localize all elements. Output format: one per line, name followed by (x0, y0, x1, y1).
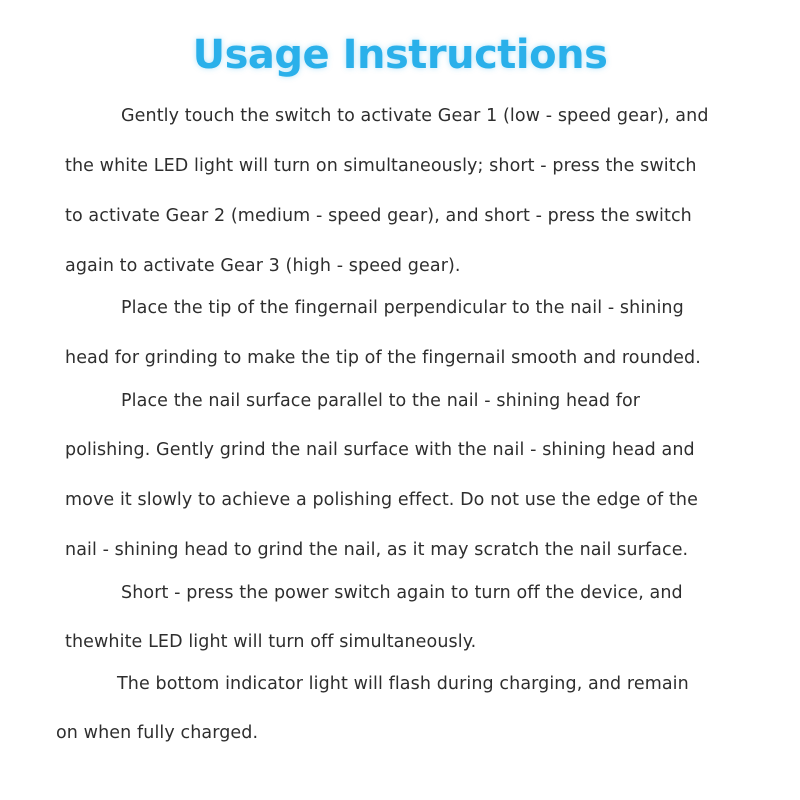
paragraph-2-line-2: head for grinding to make the tip of the fingernail smooth and rounded. (65, 348, 701, 368)
paragraph-1-line-3: to activate Gear 2 (medium - speed gear), and short - press the switch (65, 206, 692, 226)
paragraph-3-line-1: Place the nail surface parallel to the nail - shining head for (121, 391, 641, 411)
paragraph-3-line-3: move it slowly to achieve a polishing effect. Do not use the edge of the (65, 490, 698, 510)
paragraph-1-line-4: again to activate Gear 3 (high - speed gear). (65, 256, 461, 276)
paragraph-1-line-1: Gently touch the switch to activate Gear 1 (low - speed gear), and (121, 106, 709, 126)
paragraph-5-line-2: on when fully charged. (56, 723, 259, 743)
page-title: Usage Instructions (192, 32, 608, 78)
paragraph-3-line-2: polishing. Gently grind the nail surface with the nail - shining head and (65, 440, 695, 460)
paragraph-1-line-2: the white LED light will turn on simultaneously; short - press the switch (65, 156, 697, 176)
paragraph-2-line-1: Place the tip of the fingernail perpendicular to the nail - shining (121, 298, 684, 318)
paragraph-4-line-2: thewhite LED light will turn off simultaneously. (65, 632, 477, 652)
paragraph-5-line-1: The bottom indicator light will flash during charging, and remain (117, 674, 689, 694)
paragraph-4-line-1: Short - press the power switch again to turn off the device, and (121, 583, 683, 603)
paragraph-3-line-4: nail - shining head to grind the nail, as it may scratch the nail surface. (65, 540, 689, 560)
